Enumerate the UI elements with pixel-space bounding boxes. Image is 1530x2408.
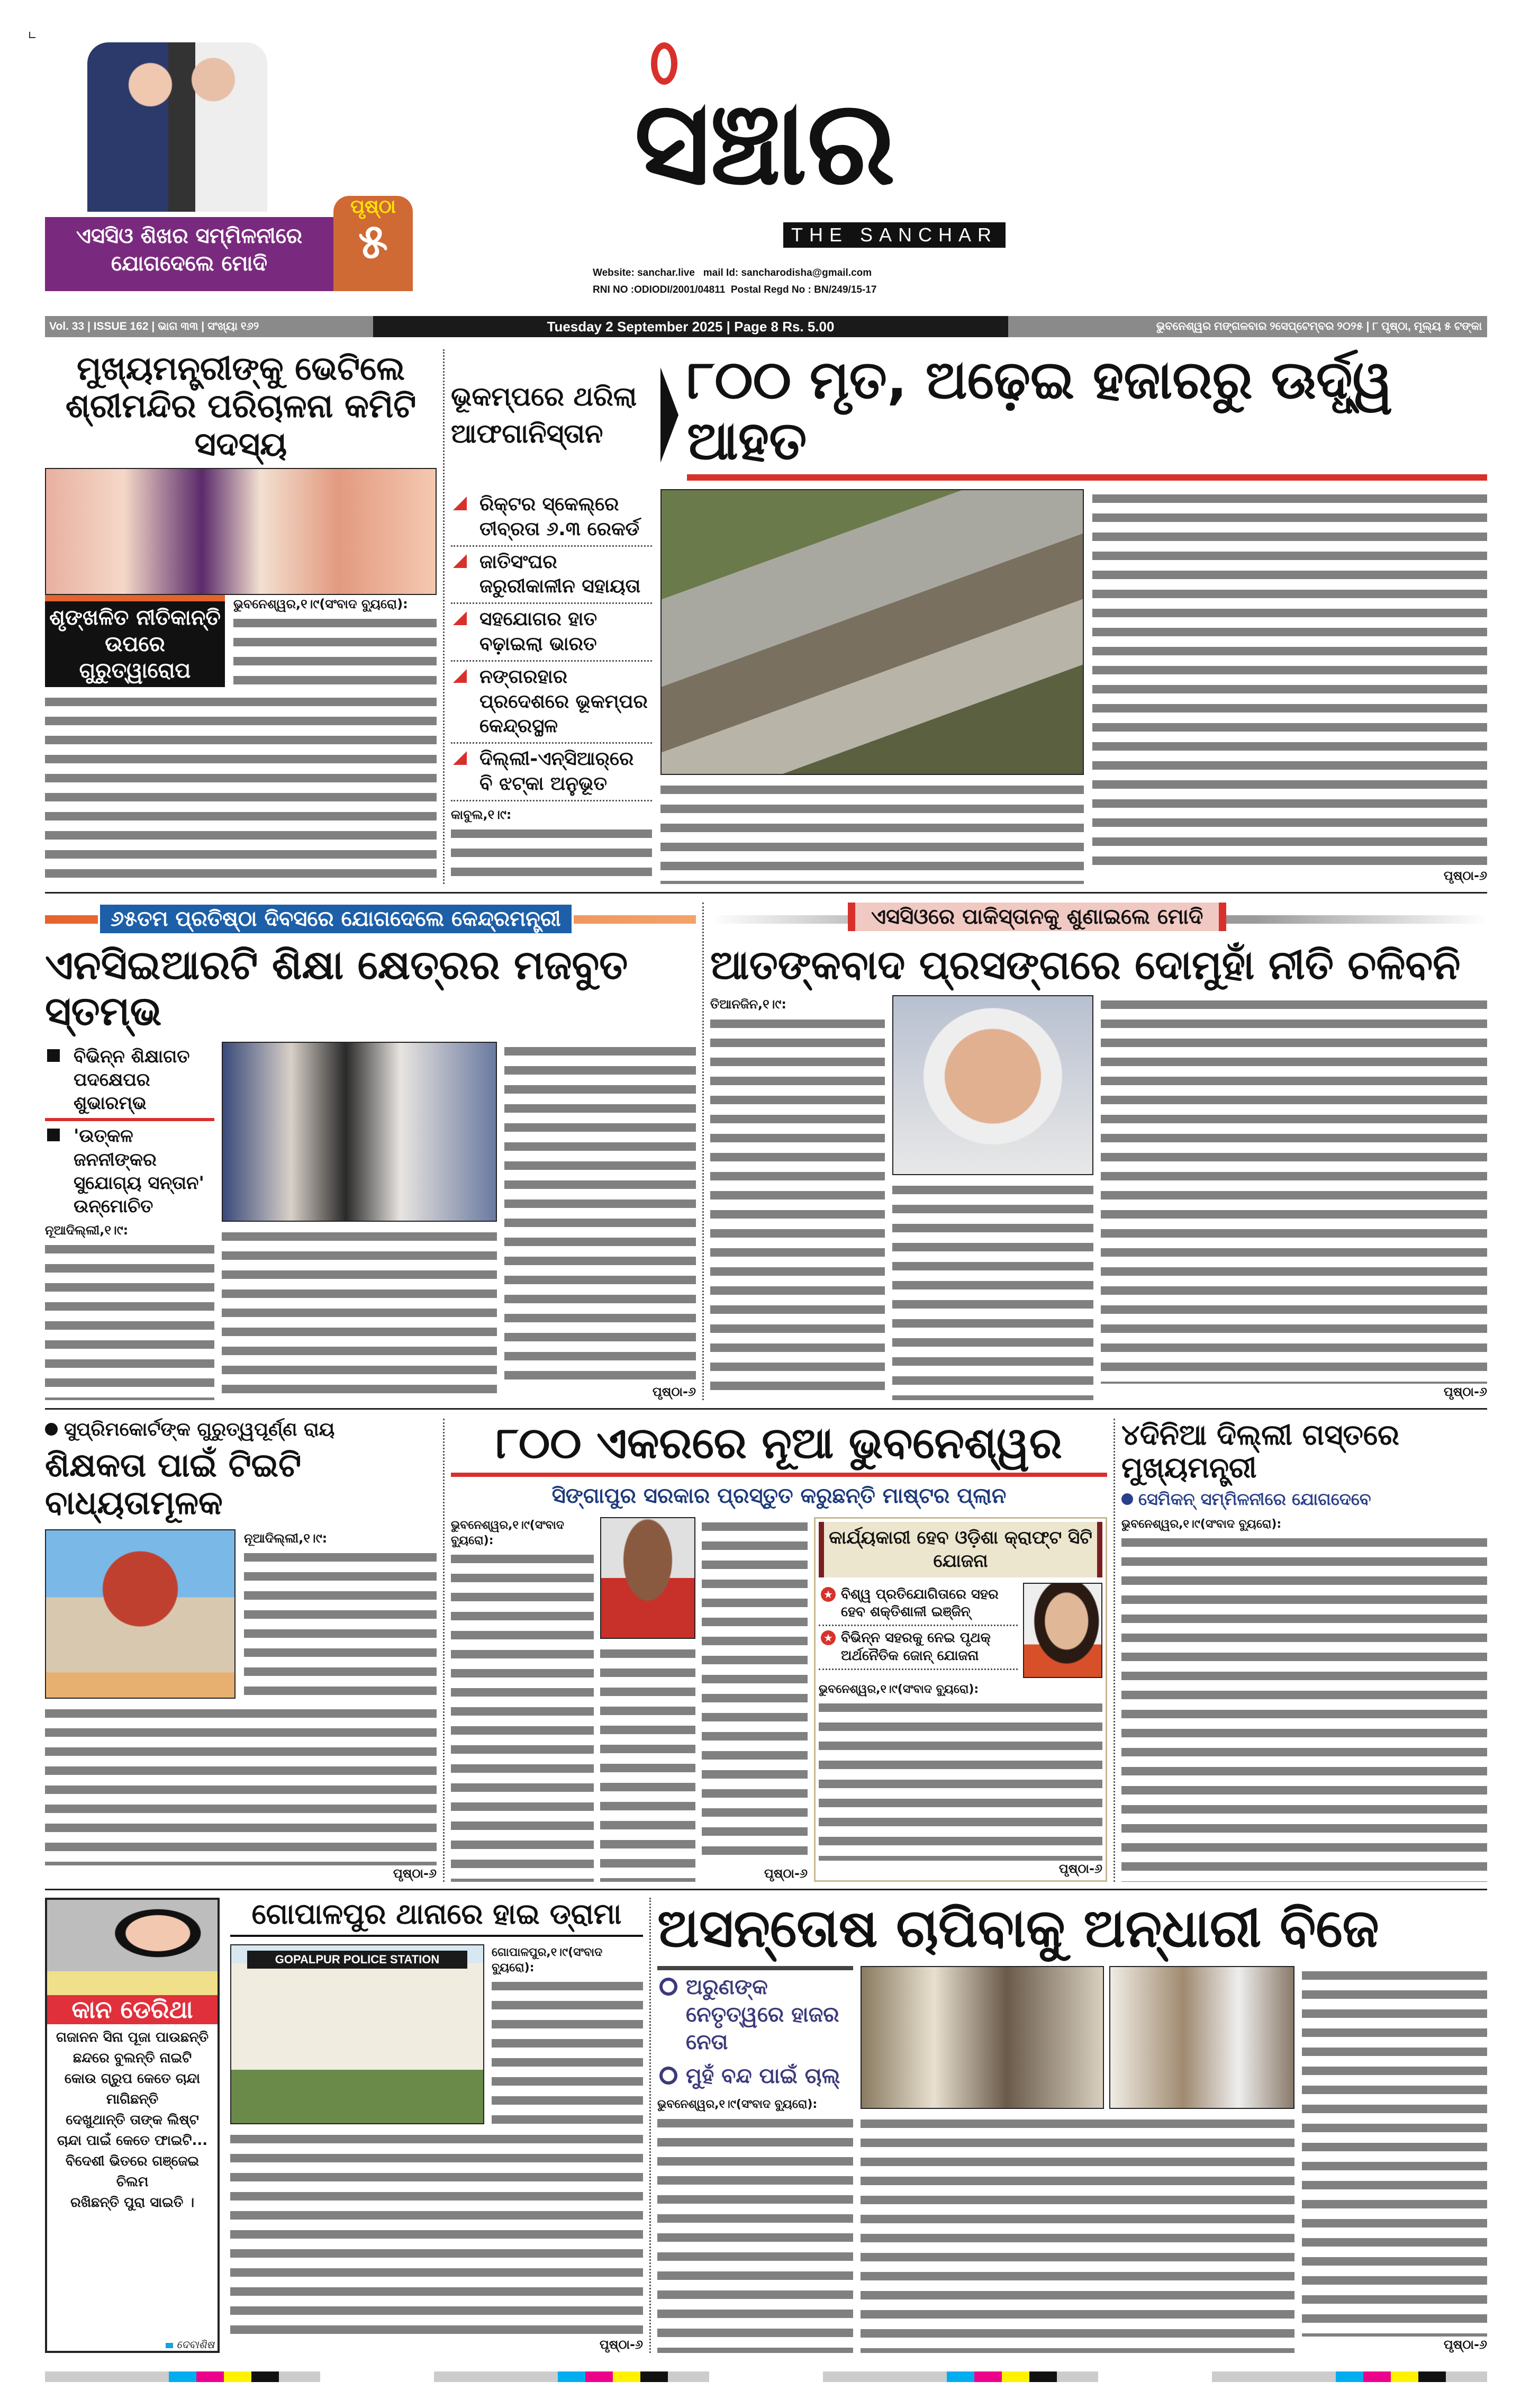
police-station-sign: GOPALPUR POLICE STATION xyxy=(247,1951,467,1969)
dateline: ଭୁବନେଶ୍ୱର,୧।୯(ସଂବାଦ ବ୍ୟୁରୋ): xyxy=(657,2098,818,2111)
page-label: ପୃଷ୍ଠା xyxy=(350,196,396,218)
continued-marker: ପୃଷ୍ଠା-୬ xyxy=(1443,868,1487,883)
cartoon-verse: ଗଜାନନ ସିନା ପୂଜା ପାଉଛନ୍ତି ଛନ୍ଦରେ ବୁଲନ୍ତି ନାଇଟି କୋଉ ଗ୍ରୁପ କେତେ ଚାନ୍ଦା ମାଗିଛନ୍ତି ଦେଖୁଥାନ୍ତି ତାଙ୍କ ଲିଷ୍ଟ ଚାନ୍ଦା ପାଇଁ କେତେ ଫାଇଟି... ବିଦେଶୀ ଭିତରେ ଗଞ୍ଜେଇ ଚିଲମ ରଖିଛନ୍ତି ପୁରା ସାଇତି । xyxy=(56,2030,209,2211)
masthead-inset[interactable] xyxy=(45,42,415,291)
masthead-info xyxy=(593,265,876,299)
headline: ୪ଦିନିଆ ଦିଲ୍ଲୀ ଗସ୍ତରେ ମୁଖ୍ୟମନ୍ତ୍ରୀ xyxy=(1121,1418,1399,1485)
official-photo xyxy=(1023,1583,1102,1678)
color-registration-marks xyxy=(45,2371,1487,2382)
body-text xyxy=(861,2114,1294,2353)
story-tet[interactable] xyxy=(45,1419,437,1882)
subheadline: ସିଙ୍ଗାପୁର ସରକାର ପ୍ରସ୍ତୁତ କରୁଛନ୍ତି ମାଷ୍ଟର ପ୍ଲାନ xyxy=(551,1484,1007,1509)
bullet-item: ଦିଲ୍ଲୀ-ଏନ୍‌ସିଆର୍‌ରେ ବି ଝଟ୍‌କା ଅନୁଭୂତ xyxy=(451,744,652,801)
logo-subtitle: THE SANCHAR xyxy=(783,222,1006,248)
star-icon: ★ xyxy=(821,1630,836,1645)
continued-marker: ପୃଷ୍ଠା-୬ xyxy=(764,1865,808,1881)
story-quake[interactable] xyxy=(451,349,1487,884)
ncert-event-photo xyxy=(222,1042,497,1222)
section-divider xyxy=(45,1889,1487,1890)
section-divider xyxy=(45,892,1487,894)
dateline: କାବୁଲ,୧।୯: xyxy=(451,807,512,822)
body-text xyxy=(504,1042,696,1384)
cartoon-kana-derietha[interactable] xyxy=(45,1898,220,2353)
story-sco[interactable] xyxy=(710,903,1487,1400)
headline: ଶିକ୍ଷକତା ପାଇଁ ଟିଇଟି ବାଧ୍ୟତାମୂଳକ xyxy=(45,1446,302,1522)
police-station-photo xyxy=(230,1944,484,2124)
bullet-list xyxy=(451,489,652,884)
dateline: ଭୁବନେଶ୍ୱର,୧।୯(ସଂବାଦ ବ୍ୟୁରୋ): xyxy=(233,596,408,611)
section-4 xyxy=(45,1898,1487,2353)
body-text xyxy=(45,1240,214,1400)
dateline: ତିଆନଜିନ,୧।୯: xyxy=(710,997,786,1012)
body-text xyxy=(492,1977,643,2124)
arrow-divider xyxy=(660,367,678,463)
banner: ଏସସିଓରେ ପାକିସ୍ତାନକୁ ଶୁଣାଇଲେ ମୋଦି xyxy=(848,903,1226,931)
headline: ଗୋପାଳପୁର ଥାନାରେ ହାଇ ଡ୍ରାମା xyxy=(230,1898,643,1937)
logo-text: ସଞ୍ଚାର xyxy=(634,75,895,211)
body-text xyxy=(1121,1533,1487,1882)
story-new-bhubaneswar[interactable] xyxy=(451,1419,1107,1882)
bullet-list xyxy=(819,1583,1018,1678)
body-text xyxy=(660,780,1084,884)
headline: ଅସନ୍ତୋଷ ଚାପିବାକୁ ଅନ୍ଧାରୀ ବିଜେ xyxy=(657,1897,1379,1959)
logo xyxy=(508,42,1021,254)
continued-marker: ପୃଷ୍ଠା-୬ xyxy=(1058,1861,1102,1876)
dateline: ନୂଆଦିଲ୍ଲୀ,୧।୯: xyxy=(244,1530,328,1546)
volume-issue: Vol. 33 | ISSUE 162 | ଭାଗ ୩୩ | ସଂଖ୍ୟା ୧୬୨ xyxy=(45,316,373,337)
body-text xyxy=(710,1014,885,1400)
section-3 xyxy=(45,1419,1487,1882)
story-gopalpur[interactable] xyxy=(230,1898,643,2353)
subheadline: ସେମିକନ୍ ସମ୍ମିଳନୀରେ ଯୋଗଦେବେ xyxy=(1121,1489,1487,1511)
continued-marker: ପୃଷ୍ଠା-୬ xyxy=(1443,2337,1487,2352)
story-ncert[interactable] xyxy=(45,903,696,1400)
bullet-item: ଅରୁଣଙ୍କ ନେତୃତ୍ୱରେ ହାଜର ନେତା xyxy=(657,1970,853,2059)
headline: ଆତଙ୍କବାଦ ପ୍ରସଙ୍ଗରେ ଦୋମୁହାଁ ନୀତି ଚଳିବନି xyxy=(710,941,1461,988)
bullet-list xyxy=(45,1042,214,1400)
body-text xyxy=(451,1549,594,1882)
continued-marker: ପୃଷ୍ଠା-୬ xyxy=(652,1384,696,1399)
story-cm-delhi[interactable] xyxy=(1121,1419,1487,1882)
story-temple[interactable] xyxy=(45,349,437,884)
body-text xyxy=(244,1548,437,1699)
website[interactable]: Website: sanchar.live xyxy=(593,267,695,278)
minister-photo xyxy=(600,1517,695,1639)
quote-box: ଶୃଙ୍ଖଳିତ ନୀତିକାନ୍ତି ଉପରେ ଗୁରୁତ୍ୱାରୋପ xyxy=(45,595,225,687)
earthquake-road-photo xyxy=(660,489,1084,775)
red-arrow-icon xyxy=(453,497,467,510)
modi-photo xyxy=(892,995,1093,1175)
logo-anusvara xyxy=(651,42,677,85)
continued-marker: ପୃଷ୍ଠା-୬ xyxy=(599,2337,643,2352)
body-text xyxy=(45,1704,437,1865)
column-divider xyxy=(443,1419,445,1882)
bullet-item: ବିଭିନ୍ନ ଶିକ୍ଷାଗତ ପଦକ୍ଷେପର ଶୁଭାରମ୍ଭ xyxy=(45,1042,214,1122)
body-text xyxy=(1302,1966,1487,2337)
body-text xyxy=(451,824,652,884)
headline: ଏନସିଇଆରଟି ଶିକ୍ଷା କ୍ଷେତ୍ରର ମଜବୁତ ସ୍ତମ୍ଭ xyxy=(45,941,628,1035)
square-bullet-icon xyxy=(47,1049,60,1062)
column-divider xyxy=(1113,1419,1115,1882)
date-price: Tuesday 2 September 2025 | Page 8 Rs. 5.00 xyxy=(373,316,1008,337)
section-2 xyxy=(45,903,1487,1400)
inset-page-tab xyxy=(333,196,413,291)
banner: ୬୫ତମ ପ୍ରତିଷ୍ଠା ଦିବସରେ ଯୋଗଦେଲେ କେନ୍ଦ୍ରମନ୍ତ୍ରୀ xyxy=(98,903,574,935)
craft-city-box[interactable] xyxy=(814,1517,1107,1882)
star-icon: ★ xyxy=(821,1587,836,1602)
supreme-court-photo xyxy=(45,1529,236,1699)
body-text xyxy=(657,2114,853,2353)
headline: ମୁଖ୍ୟମନ୍ତ୍ରୀଙ୍କୁ ଭେଟିଲେ ଶ୍ରୀମନ୍ଦିର ପରିଚାଳନା କମିଟି ସଦସ୍ୟ xyxy=(65,349,417,463)
bullet-item: ରିକ୍ଟର ସ୍କେଲ୍‌ରେ ତୀବ୍ରତା ୬.୩ ରେକର୍ଡ xyxy=(451,489,652,547)
body-text xyxy=(1092,489,1487,868)
section-1 xyxy=(45,349,1487,884)
temple-committee-photo xyxy=(45,468,437,595)
circle-bullet-icon xyxy=(659,1978,677,1996)
section-divider xyxy=(45,1408,1487,1410)
body-text xyxy=(892,1180,1093,1400)
red-rule xyxy=(687,474,1487,481)
red-arrow-icon xyxy=(453,611,467,625)
bullet-dot-icon xyxy=(1121,1493,1133,1505)
crop-mark xyxy=(29,32,35,38)
cartoon-author: ଦେବାଶିଷ xyxy=(47,2338,218,2351)
dateline: ନୂଆଦିଲ୍ଲୀ,୧।୯: xyxy=(45,1223,129,1238)
page-number: ୫ xyxy=(358,214,388,269)
body-text xyxy=(233,614,437,687)
bullet-item: 'ଉତ୍କଳ ଜନନୀଙ୍କର ସୁଯୋଗ୍ୟ ସନ୍ତାନ' ଉନ୍ମୋଚିତ xyxy=(45,1121,214,1221)
body-text xyxy=(600,1644,695,1882)
bjd-meeting-photo-1 xyxy=(861,1966,1104,2109)
date-bar xyxy=(45,316,1487,337)
body-text xyxy=(222,1227,497,1400)
red-arrow-icon xyxy=(453,751,467,765)
circle-bullet-icon xyxy=(659,2067,677,2085)
cartoon-title: କାନ ଡେରିଥା xyxy=(47,1995,218,2024)
bullet-list xyxy=(657,1966,853,2353)
bullet-item: ★ ବିଶ୍ୱ ପ୍ରତିଯୋଗିତାରେ ସହର ହେବ ଶକ୍ତିଶାଳୀ ଇଞ୍ଜିନ୍ xyxy=(819,1583,1018,1627)
body-text xyxy=(230,2130,643,2337)
column-divider xyxy=(649,1898,651,2353)
bullet-item: ମୁହଁ ବନ୍ଦ ପାଇଁ ଚାଲ୍ xyxy=(657,2059,853,2093)
main-headline: ୮୦୦ ମୃତ, ଅଢ଼େଇ ହଜାରରୁ ଊର୍ଦ୍ଧ୍ୱ ଆହତ xyxy=(687,349,1393,472)
body-text xyxy=(45,692,437,884)
postal-reg: Postal Regd No : BN/249/15-17 xyxy=(730,284,877,295)
continued-marker: ପୃଷ୍ଠା-୬ xyxy=(393,1865,437,1881)
headline: ୮୦୦ ଏକରରେ ନୂଆ ଭୁବନେଶ୍ୱର xyxy=(451,1419,1107,1477)
box-headline: କାର୍ଯ୍ୟକାରୀ ହେବ ଓଡ଼ିଶା କ୍ରାଫ୍ଟ ସିଟି ଯୋଜନା xyxy=(819,1522,1102,1577)
bullet-dot-icon xyxy=(45,1423,58,1436)
email[interactable]: mail Id: sancharodisha@gmail.com xyxy=(703,267,872,278)
odia-date: ଭୁବନେଶ୍ୱର ମଙ୍ଗଳବାର ୨ସେପ୍ଟେମ୍ବର ୨୦୨୫ | ୮ ପୃଷ୍ଠା, ମୂଲ୍ୟ ୫ ଟଙ୍କା xyxy=(1008,316,1487,337)
story-bjd[interactable] xyxy=(657,1898,1487,2353)
red-arrow-icon xyxy=(453,554,467,568)
inset-photo xyxy=(87,42,267,212)
body-text xyxy=(702,1517,808,1865)
inset-headline-box: ଏସସିଓ ଶିଖର ସମ୍ମିଳନୀରେ ଯୋଗଦେଲେ ମୋଦି xyxy=(45,217,333,291)
bullet-item: ସହଯୋଗର ହାତ ବଢ଼ାଇଲା ଭାରତ xyxy=(451,604,652,662)
bullet-item: ★ ବିଭିନ୍ନ ସହରକୁ ନେଇ ପୃଥକ୍ ଅର୍ଥନୈତିକ ଜୋନ୍ ଯୋଜନା xyxy=(819,1626,1018,1670)
continued-marker: ପୃଷ୍ଠା-୬ xyxy=(1443,1384,1487,1399)
bullet-item: ନଙ୍ଗରହାର ପ୍ରଦେଶରେ ଭୂକମ୍ପର କେନ୍ଦ୍ରସ୍ଥଳ xyxy=(451,662,652,744)
square-bullet-icon xyxy=(47,1129,60,1141)
body-text xyxy=(1101,995,1487,1383)
bjd-meeting-photo-2 xyxy=(1109,1966,1294,2109)
dateline: ଗୋପାଳପୁର,୧।୯(ସଂବାଦ ବ୍ୟୁରୋ): xyxy=(492,1946,603,1974)
red-arrow-icon xyxy=(453,669,467,683)
column-divider xyxy=(443,349,445,884)
body-text xyxy=(819,1698,1102,1861)
dateline: ଭୁବନେଶ୍ୱର,୧।୯(ସଂବାଦ ବ୍ୟୁରୋ): xyxy=(819,1682,979,1696)
square-bullet-icon xyxy=(166,2343,173,2348)
dateline: ଭୁବନେଶ୍ୱର,୧।୯(ସଂବାଦ ବ୍ୟୁରୋ): xyxy=(1121,1517,1282,1531)
kicker: ସୁପ୍ରିମକୋର୍ଟଙ୍କ ଗୁରୁତ୍ୱପୂର୍ଣ୍ଣ ରାୟ xyxy=(45,1419,437,1441)
bullet-item: ଜାତିସଂଘର ଜରୁରୀକାଳୀନ ସହାୟତା xyxy=(451,547,652,605)
rni-number: RNI NO :ODIODI/2001/04811 xyxy=(593,284,726,295)
dateline: ଭୁବନେଶ୍ୱର,୧।୯(ସଂବାଦ ବ୍ୟୁରୋ): xyxy=(451,1519,565,1547)
cartoon-drawing xyxy=(47,1900,218,1995)
kicker: ଭୂକମ୍ପରେ ଥରିଲା ଆଫଗାନିସ୍ତାନ xyxy=(451,381,637,449)
column-divider xyxy=(702,903,704,1400)
